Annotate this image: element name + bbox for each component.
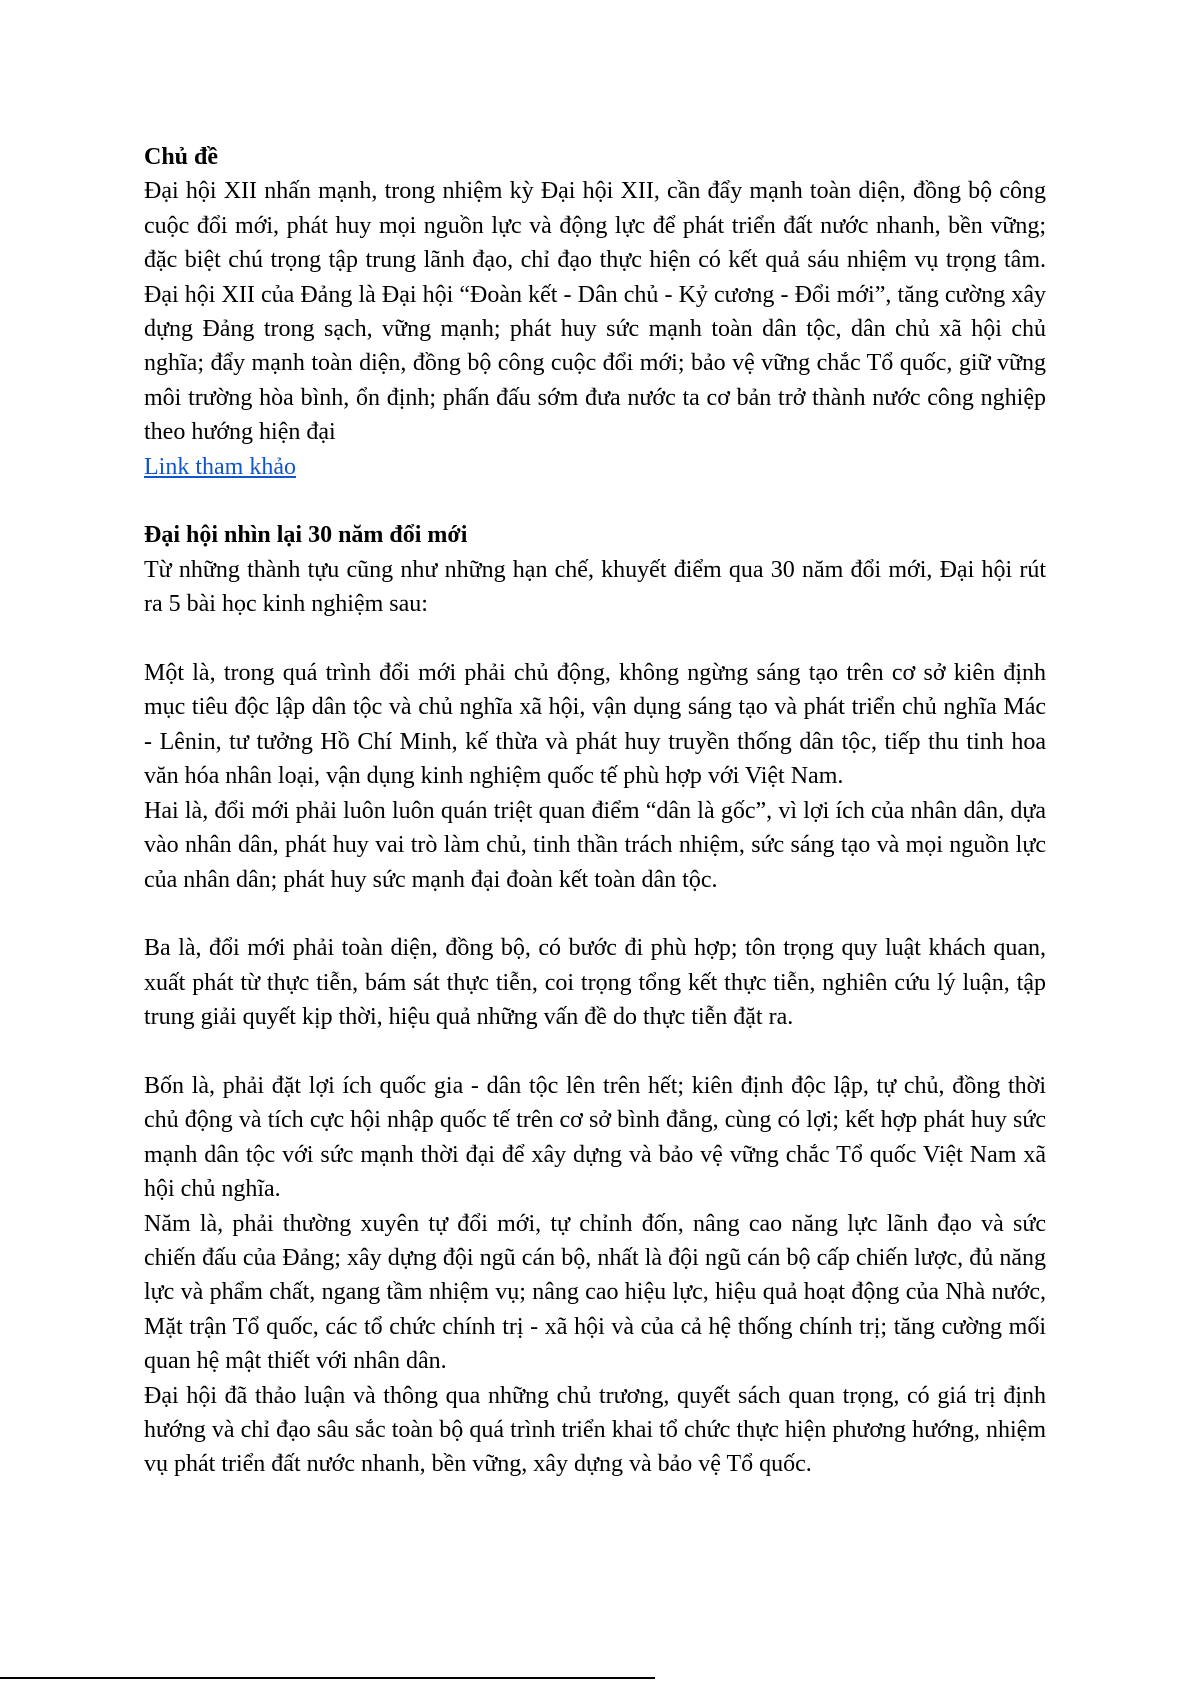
spacer xyxy=(144,622,1046,656)
spacer xyxy=(144,484,1046,518)
lesson-2: Hai là, đổi mới phải luôn luôn quán triệt quan điểm “dân là gốc”, vì lợi ích của nhân dân, dựa vào nhân dân, phát huy vai trò làm chủ, tinh thần trách nhiệm, sức sáng tạo và mọi nguồn lực của nhân dân; phát huy sức mạnh đại đoàn kết toàn dân tộc. xyxy=(144,797,1046,893)
document-page xyxy=(144,140,1046,1482)
section-heading-30-nam: Đại hội nhìn lại 30 năm đổi mới xyxy=(144,522,468,549)
section-body-chu-de: Đại hội XII nhấn mạnh, trong nhiệm kỳ Đại hội XII, cần đẩy mạnh toàn diện, đồng bộ công cuộc đổi mới, phát huy mọi nguồn lực và động lực để phát triển đất nước nhanh, bền vững; đặc biệt chú trọng tập trung lãnh đạo, chỉ đạo thực hiện có kết quả sáu nhiệm vụ trọng tâm. Đại hội XII của Đảng là Đại hội “Đoàn kết - Dân chủ - Kỷ cương - Đổi mới”, tăng cường xây dựng Đảng trong sạch, vững mạnh; phát huy sức mạnh toàn dân tộc, dân chủ xã hội chủ nghĩa; đẩy mạnh toàn diện, đồng bộ công cuộc đổi mới; bảo vệ vững chắc Tổ quốc, giữ vững môi trường hòa bình, ổn định; phấn đấu sớm đưa nước ta cơ bản trở thành nước công nghiệp theo hướng hiện đại xyxy=(144,178,1046,446)
spacer xyxy=(144,1035,1046,1069)
reference-link[interactable]: Link tham khảo xyxy=(144,453,296,480)
section-intro: Từ những thành tựu cũng như những hạn chế, khuyết điểm qua 30 năm đổi mới, Đại hội rút ra 5 bài học kinh nghiệm sau: xyxy=(144,556,1046,618)
conclusion: Đại hội đã thảo luận và thông qua những chủ trương, quyết sách quan trọng, có giá trị định hướng và chỉ đạo sâu sắc toàn bộ quá trình triển khai tổ chức thực hiện phương hướng, nhiệm vụ phát triển đất nước nhanh, bền vững, xây dựng và bảo vệ Tổ quốc. xyxy=(144,1382,1046,1478)
spacer xyxy=(144,897,1046,931)
lesson-1: Một là, trong quá trình đổi mới phải chủ động, không ngừng sáng tạo trên cơ sở kiên định mục tiêu độc lập dân tộc và chủ nghĩa xã hội, vận dụng sáng tạo và phát triển chủ nghĩa Mác - Lênin, tư tưởng Hồ Chí Minh, kế thừa và phát huy truyền thống dân tộc, tiếp thu tinh hoa văn hóa nhân loại, vận dụng kinh nghiệm quốc tế phù hợp với Việt Nam. xyxy=(144,660,1046,790)
footnote-divider xyxy=(0,1677,655,1679)
lesson-3: Ba là, đổi mới phải toàn diện, đồng bộ, có bước đi phù hợp; tôn trọng quy luật khách quan, xuất phát từ thực tiễn, bám sát thực tiễn, coi trọng tổng kết thực tiễn, nghiên cứu lý luận, tập trung giải quyết kịp thời, hiệu quả những vấn đề do thực tiễn đặt ra. xyxy=(144,935,1046,1031)
lesson-4: Bốn là, phải đặt lợi ích quốc gia - dân tộc lên trên hết; kiên định độc lập, tự chủ, đồng thời chủ động và tích cực hội nhập quốc tế trên cơ sở bình đẳng, cùng có lợi; kết hợp phát huy sức mạnh dân tộc với sức mạnh thời đại để xây dựng và bảo vệ vững chắc Tổ quốc Việt Nam xã hội chủ nghĩa. xyxy=(144,1072,1046,1203)
lesson-5: Năm là, phải thường xuyên tự đổi mới, tự chỉnh đốn, nâng cao năng lực lãnh đạo và sức chiến đấu của Đảng; xây dựng đội ngũ cán bộ, nhất là đội ngũ cán bộ cấp chiến lược, đủ năng lực và phẩm chất, ngang tầm nhiệm vụ; nâng cao hiệu lực, hiệu quả hoạt động của Nhà nước, Mặt trận Tổ quốc, các tổ chức chính trị - xã hội và của cả hệ thống chính trị; tăng cường mối quan hệ mật thiết với nhân dân. xyxy=(144,1210,1046,1375)
section-heading-chu-de: Chủ đề xyxy=(144,144,219,170)
